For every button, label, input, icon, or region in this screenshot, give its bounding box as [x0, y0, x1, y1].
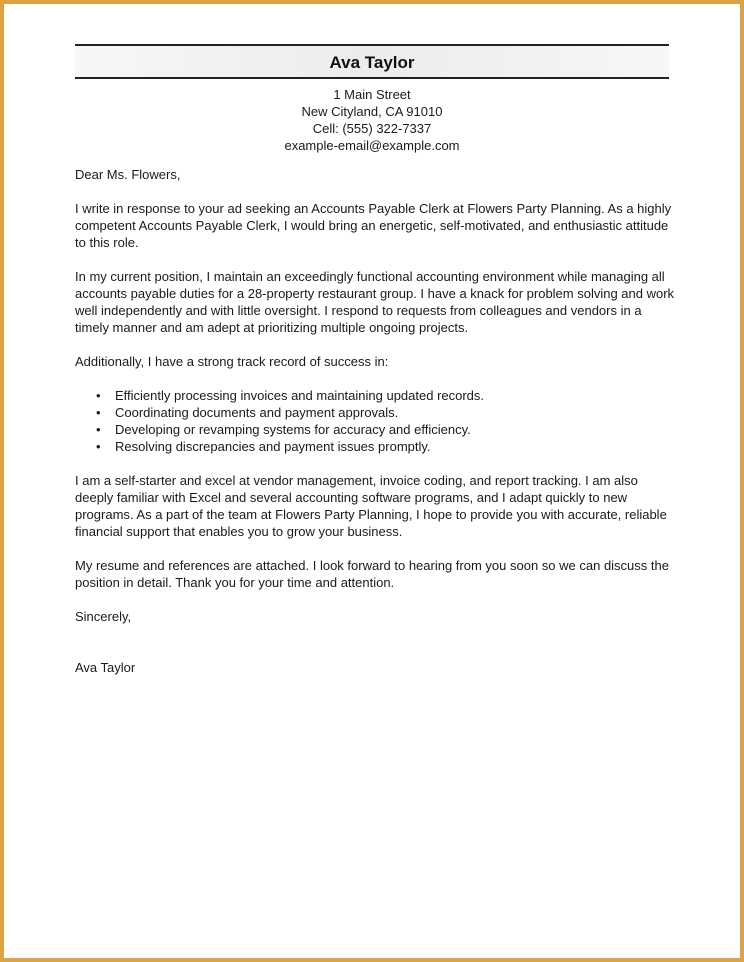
paragraph-skills: I am a self-starter and excel at vendor management, invoice coding, and report tracking. I am also deeply familiar with Excel and several accounting software programs, and I adapt quickly to new programs. As a part of the team at Flowers Party Planning, I hope to provide you with accurate, reliable financial support that enables you to grow your business. [75, 473, 667, 539]
list-item: • Resolving discrepancies and payment issues promptly. [96, 439, 431, 454]
paragraph-intro: I write in response to your ad seeking an Accounts Payable Clerk at Flowers Party Planning. As a highly competent Accounts Payable Clerk, I would bring an energetic, self-motivated, and enthusiastic attitude to this role. [75, 201, 672, 250]
bullet-icon: • [96, 439, 101, 454]
paragraph-experience: In my current position, I maintain an exceedingly functional accounting environment while managing all accounts payable duties for a 28-property restaurant group. I have a knack for problem solving and work well independently and with little oversight. I respond to requests from colleagues and vendors in a timely manner and am adept at prioritizing multiple ongoing projects. [75, 269, 675, 335]
letterhead [75, 44, 669, 79]
achievement-list [75, 387, 675, 455]
closing: Sincerely, [75, 609, 132, 624]
bullet-icon: • [96, 422, 101, 437]
sender-name: Ava Taylor [75, 46, 669, 77]
street-address: 1 Main Street [333, 87, 411, 102]
salutation: Dear Ms. Flowers, [75, 167, 181, 182]
bullet-icon: • [96, 405, 101, 420]
bottom-rule [75, 77, 669, 79]
paragraph-track-record: Additionally, I have a strong track record of success in: [75, 354, 389, 369]
phone-number: Cell: (555) 322-7337 [312, 121, 432, 136]
paragraph-closing: My resume and references are attached. I look forward to hearing from you soon so we can discuss the position in detail. Thank you for your time and attention. [75, 558, 669, 590]
city-state-zip: New Cityland, CA 91010 [301, 104, 443, 119]
contact-block [75, 86, 669, 154]
signature: Ava Taylor [75, 660, 136, 675]
list-item: • Coordinating documents and payment approvals. [96, 405, 399, 420]
bullet-icon: • [96, 388, 101, 403]
list-item: • Efficiently processing invoices and maintaining updated records. [96, 388, 485, 403]
email-address: example-email@example.com [284, 138, 460, 153]
list-item: • Developing or revamping systems for accuracy and efficiency. [96, 422, 471, 437]
letter-body [75, 166, 675, 693]
